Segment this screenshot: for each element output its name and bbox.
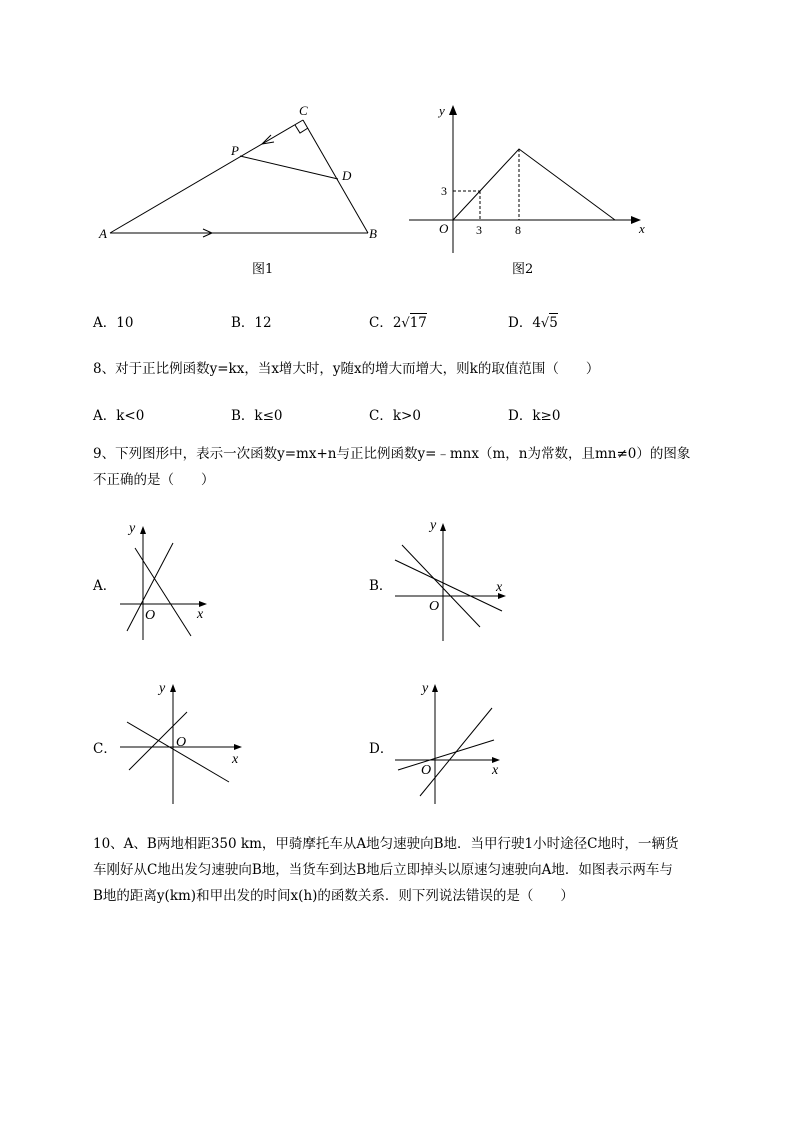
line-2 (402, 545, 480, 627)
y-axis-arrow-icon (140, 526, 146, 534)
q9-option-c-label[interactable]: C． (93, 741, 117, 757)
y-axis-arrow-icon (432, 684, 438, 692)
segment-ac (110, 120, 303, 233)
tick-label-y3: 3 (441, 184, 447, 198)
origin-label: O (429, 599, 440, 614)
figure-2 (405, 95, 665, 275)
origin-label: O (145, 608, 156, 623)
q9-option-d-label[interactable]: D． (369, 741, 394, 757)
arrow-left-icon (262, 135, 274, 144)
q8-option-c[interactable]: C．k>0 (369, 408, 421, 424)
segment-cb (303, 120, 368, 233)
q9-graph-a[interactable] (115, 518, 225, 643)
q9-graph-d[interactable] (390, 678, 530, 808)
origin-label: O (439, 221, 449, 236)
label-p: P (231, 143, 239, 158)
origin-label: O (176, 735, 187, 750)
line-1 (127, 722, 229, 782)
sqrt-icon: √ (540, 316, 550, 331)
figure-2-caption: 图2 (512, 262, 534, 277)
q8-option-b[interactable]: B．k≤0 (231, 408, 283, 424)
q8-option-a[interactable]: A．k<0 (93, 408, 145, 424)
label-d: D (342, 168, 352, 183)
q7-option-d[interactable] (508, 311, 558, 331)
axis-label-y: y (422, 681, 429, 696)
axis-label-x: x (496, 580, 503, 595)
q7-option-c-prefix: C．2 (369, 315, 402, 331)
y-axis-arrow-icon (170, 684, 176, 692)
q9-stem-line-1: 9、下列图形中，表示一次函数y=mx+n与正比例函数y=﹣mnx（m，n为常数，且mn≠0）的图象 (93, 446, 691, 462)
label-c: C (299, 103, 308, 118)
y-axis-arrow-icon (449, 105, 457, 115)
tick-label-x8: 8 (515, 223, 521, 237)
origin-label: O (421, 763, 432, 778)
axis-label-y: y (439, 103, 445, 118)
axis-label-y: y (430, 518, 437, 533)
q7-option-d-prefix: D．4 (508, 315, 541, 331)
figure-1 (90, 100, 390, 280)
q9-option-a-label[interactable]: A． (93, 578, 117, 594)
q9-stem-line-2: 不正确的是（ ） (93, 472, 215, 488)
line-1 (395, 560, 502, 611)
q7-option-c[interactable] (369, 311, 427, 331)
q9-graph-c[interactable] (115, 678, 255, 808)
q8-option-d[interactable]: D．k≥0 (508, 408, 561, 424)
label-b: B (369, 226, 377, 241)
axis-label-x: x (197, 607, 204, 622)
q7-option-c-radicand: 17 (409, 315, 427, 331)
q10-line-2: 车刚好从C地出发匀速驶向B地，当货车到达B地后立即掉头以原速匀速驶向A地．如图表示两车与 (93, 862, 673, 878)
tick-label-x3: 3 (476, 223, 482, 237)
label-a: A (99, 226, 107, 241)
y-axis-arrow-icon (440, 523, 446, 531)
axis-label-x: x (639, 221, 645, 236)
q9-option-b-label[interactable]: B． (369, 578, 393, 594)
x-axis-arrow-icon (234, 744, 242, 750)
q10-line-1: 10、A、B两地相距350 km，甲骑摩托车从A地匀速驶向B地．当甲行驶1小时途径C地时，一辆货 (93, 836, 679, 852)
q10-line-3: B地的距离y(km)和甲出发的时间x(h)的函数关系．则下列说法错误的是（ ） (93, 888, 574, 904)
graph-line (453, 149, 615, 220)
sqrt-icon: √ (401, 316, 410, 331)
figure-1-caption: 图1 (252, 262, 274, 277)
q7-option-b[interactable]: B．12 (231, 315, 272, 331)
q7-option-d-radicand: 5 (549, 315, 558, 331)
q9-graph-b[interactable] (390, 515, 520, 645)
line-2 (420, 708, 492, 796)
axis-label-y: y (159, 681, 166, 696)
q7-option-a[interactable]: A．10 (93, 315, 134, 331)
segment-pd (240, 156, 338, 179)
axis-label-y: y (129, 521, 136, 536)
q8-stem: 8、对于正比例函数y=kx，当x增大时，y随x的增大而增大，则k的取值范围（ ） (93, 361, 600, 377)
axis-label-x: x (492, 763, 499, 778)
axis-label-x: x (232, 752, 239, 767)
line-1 (398, 740, 494, 770)
